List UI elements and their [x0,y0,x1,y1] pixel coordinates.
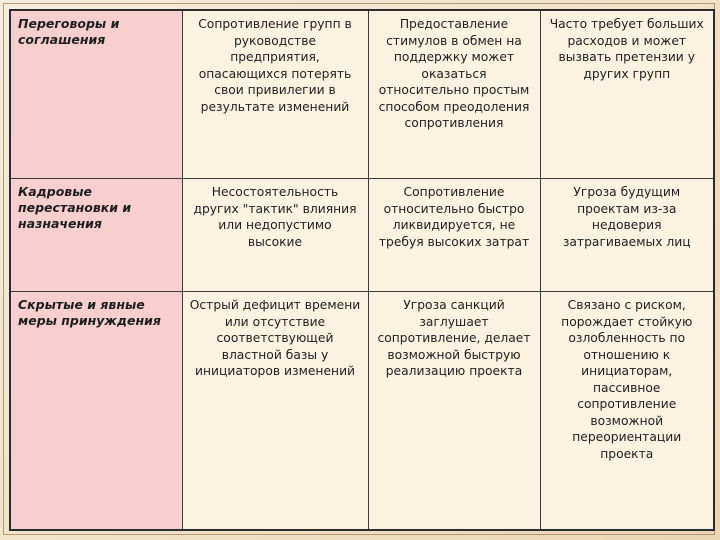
method-cell: Кадровые перестановки и назначения [10,179,182,292]
table-row [10,292,714,531]
disadvantages-cell: Угроза будущим проектам из-за недоверия затрагиваемых лиц [540,179,714,292]
situation-cell: Несостоятельность других "тактик" влияния или недопустимо высокие [182,179,368,292]
disadvantages-cell: Часто требует больших расходов и может вызвать претензии у других групп [540,10,714,179]
advantages-cell: Угроза санкций заглушает сопротивление, делает возможной быструю реализацию проекта [368,292,540,531]
advantages-cell: Предоставление стимулов в обмен на поддержку может оказаться относительно простым способом преодоления сопротивления [368,10,540,179]
table-row [10,10,714,179]
method-cell: Переговоры и соглашения [10,10,182,179]
methods-table [9,9,715,531]
table-row [10,179,714,292]
situation-cell: Сопротивление групп в руководстве предприятия, опасающихся потерять свои привилегии в результате изменений [182,10,368,179]
advantages-cell: Сопротивление относительно быстро ликвидируется, не требуя высоких затрат [368,179,540,292]
situation-cell: Острый дефицит времени или отсутствие соответствующей властной базы у инициаторов изменений [182,292,368,531]
disadvantages-cell: Связано с риском, порождает стойкую озлобленность по отношению к инициаторам, пассивное сопротивление возможной переориентации проекта [540,292,714,531]
method-cell: Скрытые и явные меры принуждения [10,292,182,531]
